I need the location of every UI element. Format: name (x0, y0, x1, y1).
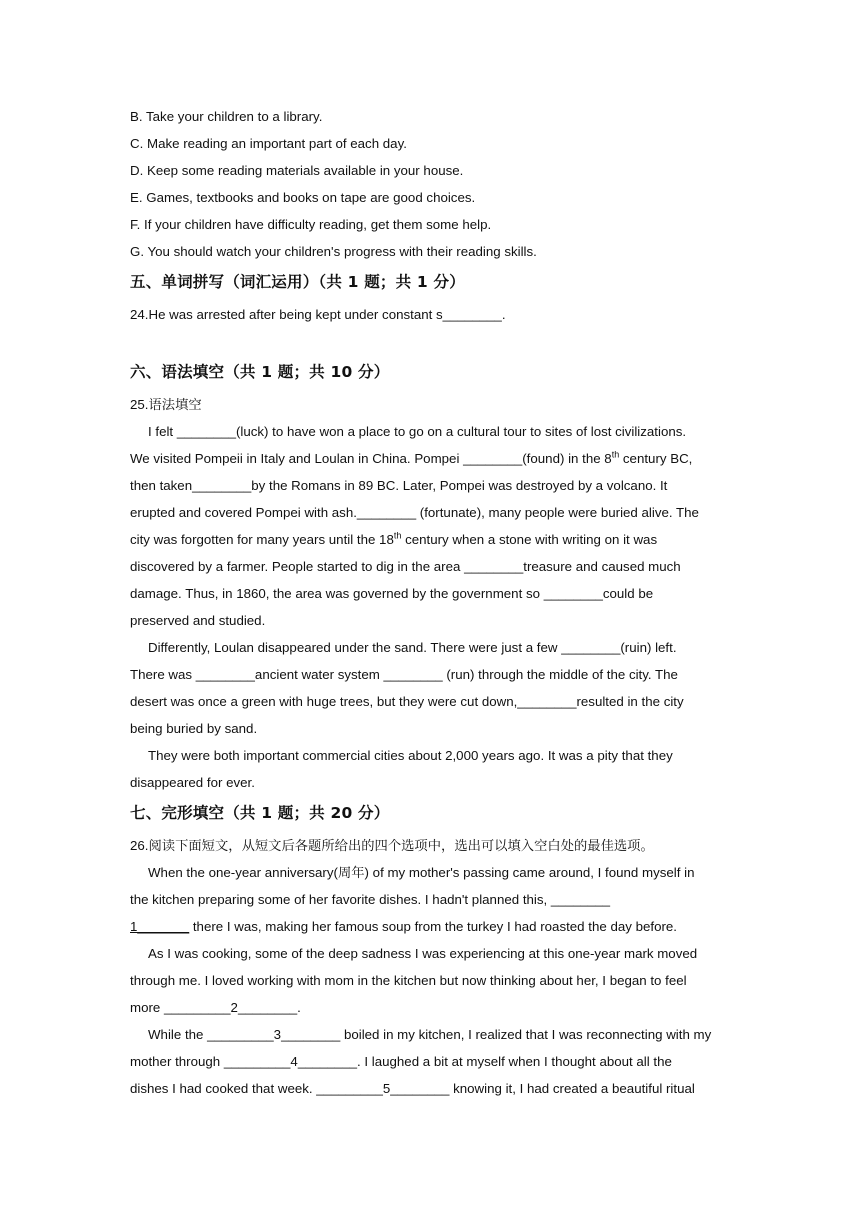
question-instructions: 阅读下面短文，从短文后各题所给出的四个选项中，选出可以填入空白处的最佳选项。 (148, 839, 654, 854)
blank-2: _________2________ (164, 1000, 298, 1015)
text-run: While the (148, 1027, 208, 1042)
option-b: B. Take your children to a library. (130, 109, 323, 124)
passage-line (130, 918, 677, 936)
passage-line (130, 450, 692, 468)
superscript: th (611, 449, 620, 460)
passage-line: discovered by a farmer. People started to dig in the area ________treasure and caused much (130, 559, 681, 574)
text-run: city was forgotten for many years until the 18 (130, 532, 394, 547)
passage-line: There was ________ancient water system ________ (run) through the middle of the city. The (130, 667, 678, 682)
text-run: boiled in my kitchen, I realized that I was reconnecting with my (340, 1027, 712, 1042)
section-heading-5: 五、单词拼写（词汇运用）（共 1 题；共 1 分） (130, 273, 465, 291)
text-run: We visited Pompeii in Italy and Loulan in China. Pompei ________(found) in the 8 (130, 451, 612, 466)
option-f: F. If your children have difficulty reading, get them some help. (130, 217, 492, 232)
question-number: 26. (130, 838, 149, 853)
text-run: century when a stone with writing on it was (401, 532, 658, 547)
option-e: E. Games, textbooks and books on tape are good choices. (130, 190, 476, 205)
passage-line: disappeared for ever. (130, 775, 255, 790)
text-run: . (297, 1000, 301, 1015)
option-g: G. You should watch your children's progress with their reading skills. (130, 244, 537, 259)
text-run: mother through (130, 1054, 224, 1069)
passage-line (130, 1053, 672, 1071)
passage-line (148, 864, 694, 883)
question-24: 24.He was arrested after being kept under constant s________. (130, 307, 506, 322)
passage-line: erupted and covered Pompei with ash.________ (fortunate), many people were buried alive. The (130, 505, 699, 520)
text-run: there I was, making her famous soup from the turkey I had roasted the day before. (189, 919, 677, 934)
passage-line: then taken________by the Romans in 89 BC. Later, Pompei was destroyed by a volcano. It (130, 478, 668, 493)
passage-line: Differently, Loulan disappeared under the sand. There were just a few ________(ruin) left. (148, 640, 677, 655)
passage-line: They were both important commercial cities about 2,000 years ago. It was a pity that they (148, 748, 673, 763)
text-run: century BC, (619, 451, 693, 466)
question-label: 语法填空 (148, 398, 202, 413)
text-run: ) of my mother's passing came around, I found myself in (364, 865, 695, 880)
text-run: When the one-year anniversary( (148, 865, 338, 880)
passage-line: preserved and studied. (130, 613, 266, 628)
passage-line (148, 1026, 711, 1044)
text-run: . I laughed a bit at myself when I thought about all the (357, 1054, 672, 1069)
passage-line (130, 999, 301, 1017)
blank-5: _________5________ (316, 1081, 450, 1096)
blank-4: _________4________ (223, 1054, 357, 1069)
passage-line: As I was cooking, some of the deep sadness I was experiencing at this one-year mark moved (148, 946, 698, 961)
text-run: knowing it, I had created a beautiful ritual (449, 1081, 695, 1096)
section-heading-6: 六、语法填空（共 1 题；共 10 分） (130, 363, 390, 381)
option-c: C. Make reading an important part of each day. (130, 136, 407, 151)
question-26-title (130, 837, 654, 856)
blank-1: 1_______ (130, 919, 190, 934)
option-d: D. Keep some reading materials available in your house. (130, 163, 464, 178)
passage-line: damage. Thus, in 1860, the area was governed by the government so ________could be (130, 586, 654, 601)
question-number: 25. (130, 397, 149, 412)
passage-line: desert was once a green with huge trees, but they were cut down,________resulted in the city (130, 694, 684, 709)
passage-line: through me. I loved working with mom in the kitchen but now thinking about her, I began to feel (130, 973, 687, 988)
text-run: more (130, 1000, 164, 1015)
section-heading-7: 七、完形填空（共 1 题；共 20 分） (130, 804, 390, 822)
passage-line (130, 1080, 695, 1098)
superscript: th (393, 530, 402, 541)
question-25-title (130, 396, 202, 415)
text-run: dishes I had cooked that week. (130, 1081, 317, 1096)
passage-line (130, 531, 657, 549)
passage-line: I felt ________(luck) to have won a place to go on a cultural tour to sites of lost civilizations. (148, 424, 687, 439)
passage-line: the kitchen preparing some of her favorite dishes. I hadn't planned this, ________ (130, 892, 611, 907)
text-run: 周年 (337, 866, 365, 881)
passage-line: being buried by sand. (130, 721, 258, 736)
blank-3: _________3________ (207, 1027, 341, 1042)
